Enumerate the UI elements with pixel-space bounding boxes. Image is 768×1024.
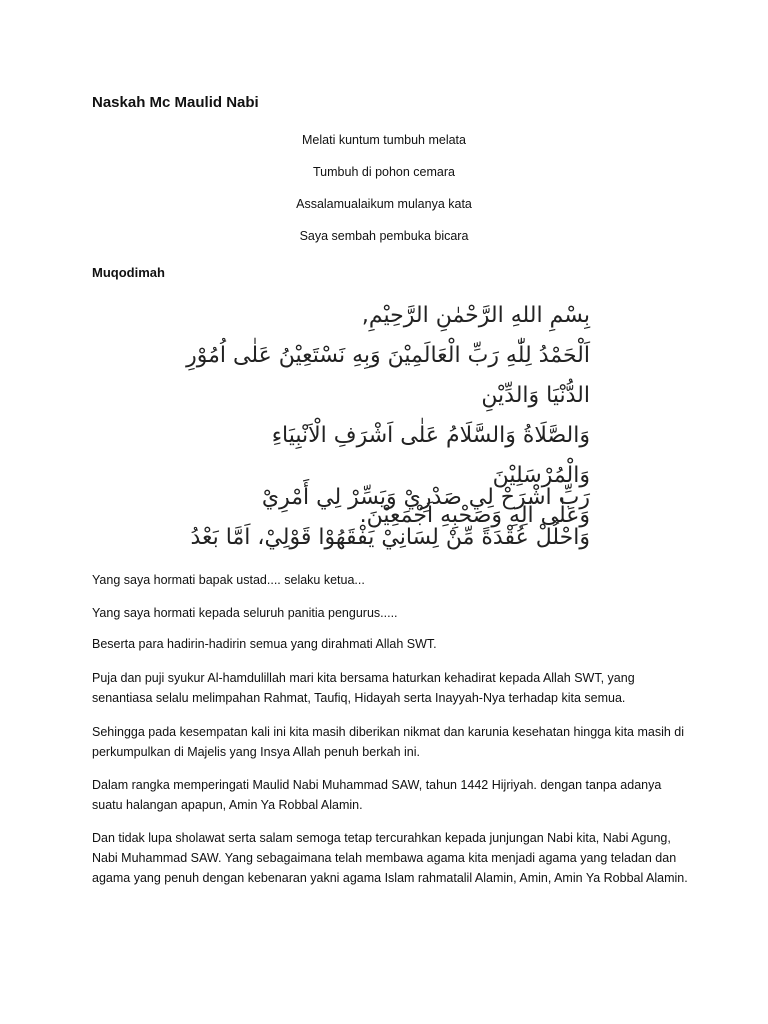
paragraph	[92, 828, 692, 888]
arabic-line: رَبِّ اشْرَحْ لِي صَدْرِيْ وَيَسِّرْ لِي أَمْرِيْ	[261, 485, 590, 510]
paragraph-text: Yang saya hormati kepada seluruh panitia pengurus.....	[92, 606, 398, 620]
paragraph	[92, 634, 692, 654]
paragraph-text: Dalam rangka memperingati Maulid Nabi Muhammad SAW, tahun 1442 Hijriyah. dengan tanpa adanya suatu halangan apapun, Amin Ya Robbal Alamin.	[92, 778, 662, 812]
arabic-line: وَاحْلُلْ عُقْدَةً مِّنْ لِسَانِيْ يَفْقَهُوْا قَوْلِيْ، اَمَّا بَعْدُ	[190, 525, 590, 550]
document-title: Naskah Mc Maulid Nabi	[92, 94, 259, 111]
paragraph	[92, 722, 692, 762]
paragraph-text: Beserta para hadirin-hadirin semua yang dirahmati Allah SWT.	[92, 637, 437, 651]
pantun-block	[0, 130, 768, 258]
arabic-prayer-block	[170, 478, 590, 558]
paragraph-text: Dan tidak lupa sholawat serta salam semoga tetap tercurahkan kepada junjungan Nabi kita, Nabi Agung, Nabi Muhammad SAW. Yang sebagaimana telah membawa agama kita menjadi agama yang teladan dan agama yang penuh dengan kebenaran yakni agama Islam rahmatalil Alamin, Amin, Amin Ya Robbal Alamin.	[92, 831, 688, 885]
section-heading: Muqodimah	[92, 265, 165, 280]
arabic-line: بِسْمِ اللهِ الرَّحْمٰنِ الرَّحِيْمِ,	[361, 303, 590, 328]
paragraph	[92, 775, 692, 815]
arabic-line: اَلْحَمْدُ لِلّٰهِ رَبِّ الْعَالَمِيْنَ وَبِهِ نَسْتَعِيْنُ عَلٰى اُمُوْرِ الدُّنْيَا وَالدِّيْنِ	[186, 343, 590, 408]
paragraph-text: Puja dan puji syukur Al-hamdulillah mari kita bersama haturkan kehadirat kepada Allah SWT, yang senantiasa selalu melimpahan Rahmat, Taufiq, Hidayah serta Inayyah-Nya terhadap kita semua.	[92, 671, 635, 705]
pantun-line: Assalamualaikum mulanya kata	[296, 197, 472, 211]
paragraph	[92, 668, 692, 708]
pantun-line: Tumbuh di pohon cemara	[313, 165, 455, 179]
paragraph	[92, 603, 692, 623]
pantun-line: Melati kuntum tumbuh melata	[302, 133, 466, 147]
paragraph	[92, 570, 692, 590]
arabic-line: وَالصَّلَاةُ وَالسَّلَامُ عَلٰى اَشْرَفِ الْاَنْبِيَاءِ وَالْمُرْسَلِيْنَ	[271, 423, 590, 488]
pantun-line: Saya sembah pembuka bicara	[299, 229, 469, 243]
paragraph-text: Yang saya hormati bapak ustad.... selaku ketua...	[92, 573, 365, 587]
arabic-line: وَعَلٰى اٰلِهِ وَصَحْبِهِ اَجْمَعِيْنَ.	[359, 503, 590, 528]
paragraph-text: Sehingga pada kesempatan kali ini kita masih diberikan nikmat dan karunia kesehatan hingga kita masih di perkumpulkan di Majelis yang Insya Allah penuh berkah ini.	[92, 725, 685, 759]
